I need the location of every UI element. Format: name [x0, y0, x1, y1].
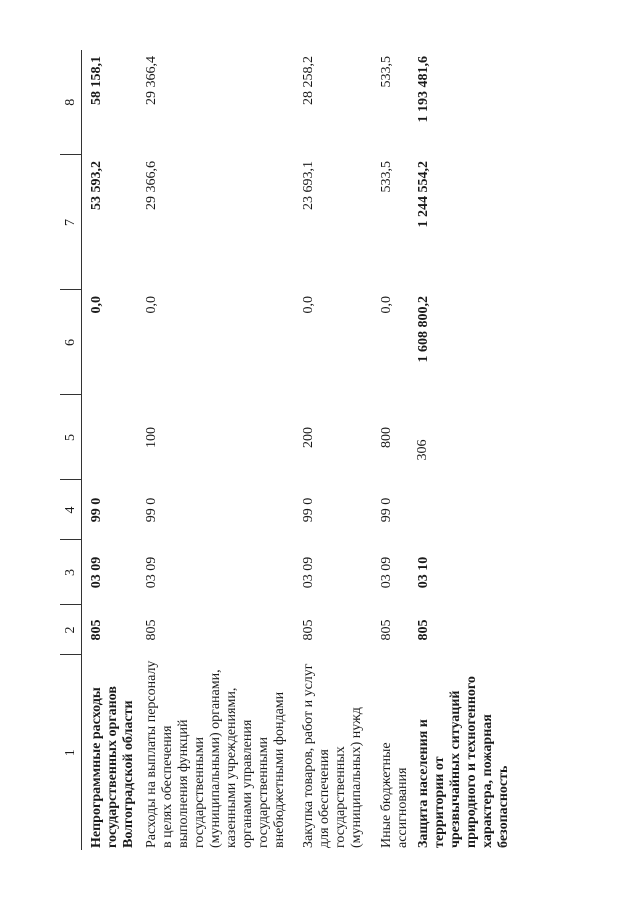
cell-admin-code: 805 — [89, 619, 104, 641]
header-row — [60, 50, 82, 850]
table-row — [137, 50, 294, 850]
cell-section: 03 10 — [416, 556, 431, 589]
cell-target: 99 0 — [89, 497, 104, 523]
header-cell: 3 — [60, 540, 82, 605]
cell-expense-type — [82, 395, 138, 480]
cell-admin-code: 805 — [416, 619, 431, 641]
budget-table-rotated — [60, 50, 511, 850]
header-cell: 7 — [60, 155, 82, 290]
cell-section: 03 09 — [301, 556, 316, 589]
cell-section: 03 09 — [89, 556, 104, 589]
header-cell: 2 — [60, 605, 82, 655]
cell-expense-type — [411, 395, 512, 480]
cell-value-8: 29 366,4 — [144, 56, 159, 105]
cell-value-8: 58 158,1 — [89, 56, 104, 105]
cell-value-7: 53 593,2 — [89, 161, 104, 210]
header-cell: 1 — [60, 655, 82, 850]
table-row — [82, 50, 138, 850]
cell-admin-code: 805 — [301, 619, 316, 641]
cell-value-7: 1 244 554,2 — [416, 161, 431, 228]
cell-value-8: 533,5 — [379, 56, 394, 88]
cell-section: 03 09 — [379, 556, 394, 589]
row-name: Непрограммные расходы государственных органов Волгоградской области — [89, 686, 136, 848]
budget-table — [60, 50, 512, 850]
cell-value-6: 1 608 800,2 — [416, 296, 431, 363]
cell-value-6: 0,0 — [301, 296, 316, 314]
cell-target — [411, 480, 512, 540]
header-cell: 8 — [60, 50, 82, 155]
row-name: Защита населения и территории от чрезвычайных ситуаций природного и техногенного характера, пожарная безопасность — [416, 676, 511, 848]
cell-expense-type: 100 — [144, 427, 159, 448]
header-cell: 5 — [60, 395, 82, 480]
cell-admin-code: 805 — [379, 619, 394, 641]
cell-value-7: 29 366,6 — [144, 161, 159, 210]
cell-value-8: 28 258,2 — [301, 56, 316, 105]
page-number: 306 — [415, 439, 430, 461]
cell-expense-type: 800 — [379, 427, 394, 448]
cell-value-7: 533,5 — [379, 161, 394, 193]
cell-expense-type: 200 — [301, 427, 316, 448]
cell-value-6: 0,0 — [89, 296, 104, 314]
cell-section: 03 09 — [144, 556, 159, 589]
cell-admin-code: 805 — [144, 619, 159, 641]
cell-value-7: 23 693,1 — [301, 161, 316, 210]
header-cell: 6 — [60, 290, 82, 395]
cell-value-6: 0,0 — [379, 296, 394, 314]
header-cell: 4 — [60, 480, 82, 540]
cell-value-8: 1 193 481,6 — [416, 56, 431, 123]
cell-value-6: 0,0 — [144, 296, 159, 314]
table-row — [411, 50, 512, 850]
cell-target: 99 0 — [144, 497, 159, 523]
cell-target: 99 0 — [301, 497, 316, 523]
table-row — [294, 50, 373, 850]
row-name: Закупка товаров, работ и услуг для обеспечения государственных (муниципальных) нужд — [301, 663, 364, 848]
row-name: Расходы на выплаты персоналу в целях обеспечения выполнения функций государственными (муниципальными) органами, казенными учреждениями, органами управления государственными внебюджетными фондами — [144, 660, 287, 848]
cell-target: 99 0 — [379, 497, 394, 523]
table-row — [373, 50, 411, 850]
row-name: Иные бюджетные ассигнования — [379, 742, 410, 848]
